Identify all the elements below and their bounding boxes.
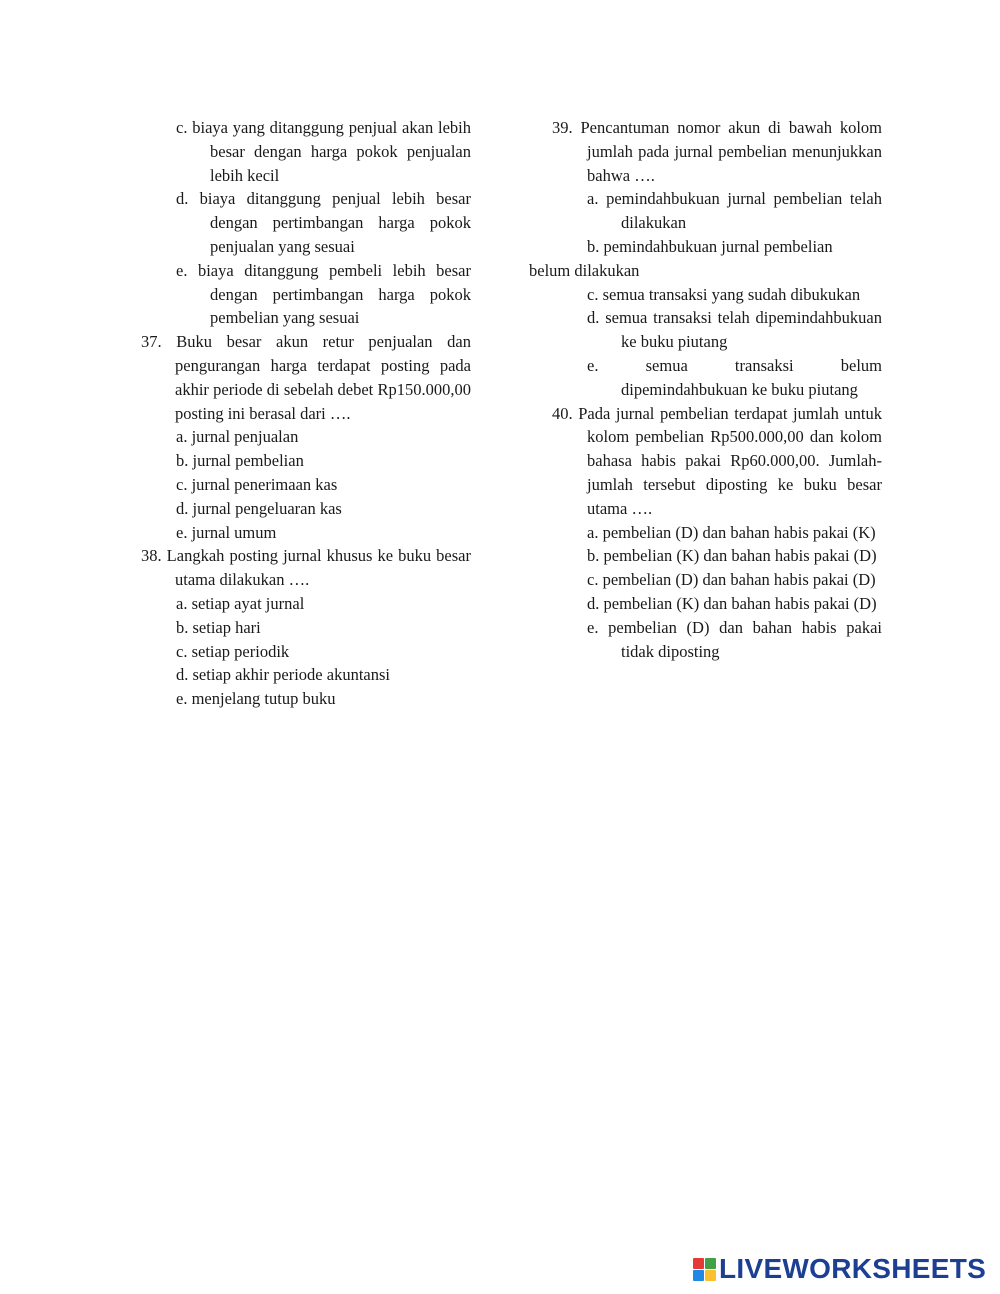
answer-option: e. menjelang tutup buku: [176, 689, 336, 709]
logo-text: LIVEWORKSHEETS: [719, 1253, 987, 1284]
logo-square-1: [693, 1258, 704, 1269]
question-text: 38. Langkah posting jurnal khusus ke buku besar utama dilakukan ….: [141, 546, 471, 590]
answer-option: a. pembelian (D) dan bahan habis pakai (K): [587, 522, 876, 542]
answer-option: d. setiap akhir periode akuntansi: [176, 665, 390, 685]
answer-option: a. jurnal penjualan: [176, 427, 299, 447]
answer-option: belum dilakukan: [529, 260, 640, 280]
left-column: [141, 116, 471, 711]
question-text: 39. Pencantuman nomor akun di bawah kolom jumlah pada jurnal pembelian menunjukkan bahwa ….: [552, 118, 882, 185]
answer-option: d. biaya ditanggung penjual lebih besar dengan pertimbangan harga pokok penjualan yang sesuai: [176, 189, 471, 256]
answer-option: c. biaya yang ditanggung penjual akan lebih besar dengan harga pokok penjualan lebih kecil: [176, 118, 471, 185]
answer-option: c. jurnal penerimaan kas: [176, 474, 338, 494]
answer-option: a. pemindahbukuan jurnal pembelian telah dilakukan: [587, 189, 882, 233]
right-column: [529, 116, 882, 663]
answer-option: c. pembelian (D) dan bahan habis pakai (D): [587, 570, 876, 590]
answer-option: a. setiap ayat jurnal: [176, 593, 305, 613]
logo-square-2: [705, 1258, 716, 1269]
answer-option: e. biaya ditanggung pembeli lebih besar dengan pertimbangan harga pokok pembelian yang sesuai: [176, 260, 471, 328]
answer-option: d. jurnal pengeluaran kas: [176, 498, 342, 518]
answer-option: c. semua transaksi yang sudah dibukukan: [587, 284, 861, 304]
answer-option: d. pembelian (K) dan bahan habis pakai (D): [587, 593, 877, 613]
answer-option: b. pemindahbukuan jurnal pembelian: [587, 236, 833, 256]
liveworksheets-logo: [693, 1254, 986, 1284]
answer-option: b. setiap hari: [176, 617, 261, 637]
answer-option: d. semua transaksi telah dipemindahbukuan ke buku piutang: [587, 308, 882, 352]
answer-option: e. pembelian (D) dan bahan habis pakai tidak diposting: [587, 617, 882, 661]
answer-option: e. jurnal umum: [176, 522, 277, 542]
answer-option: b. pembelian (K) dan bahan habis pakai (D): [587, 546, 877, 566]
answer-option: c. setiap periodik: [176, 641, 290, 661]
question-text: 40. Pada jurnal pembelian terdapat jumlah untuk kolom pembelian Rp500.000,00 dan kolom bahasa habis pakai Rp60.000,00. Jumlah-jumlah tersebut diposting ke buku besar utama ….: [552, 403, 882, 518]
answer-option: b. jurnal pembelian: [176, 451, 304, 471]
logo-square-3: [693, 1270, 704, 1281]
logo-square-4: [705, 1270, 716, 1281]
question-text: 37. Buku besar akun retur penjualan dan pengurangan harga terdapat posting pada akhir periode di sebelah debet Rp150.000,00 posting ini berasal dari ….: [141, 332, 471, 423]
logo-mark-icon: [693, 1258, 716, 1281]
answer-option: e. semua transaksi belum dipemindahbukuan ke buku piutang: [587, 355, 882, 399]
